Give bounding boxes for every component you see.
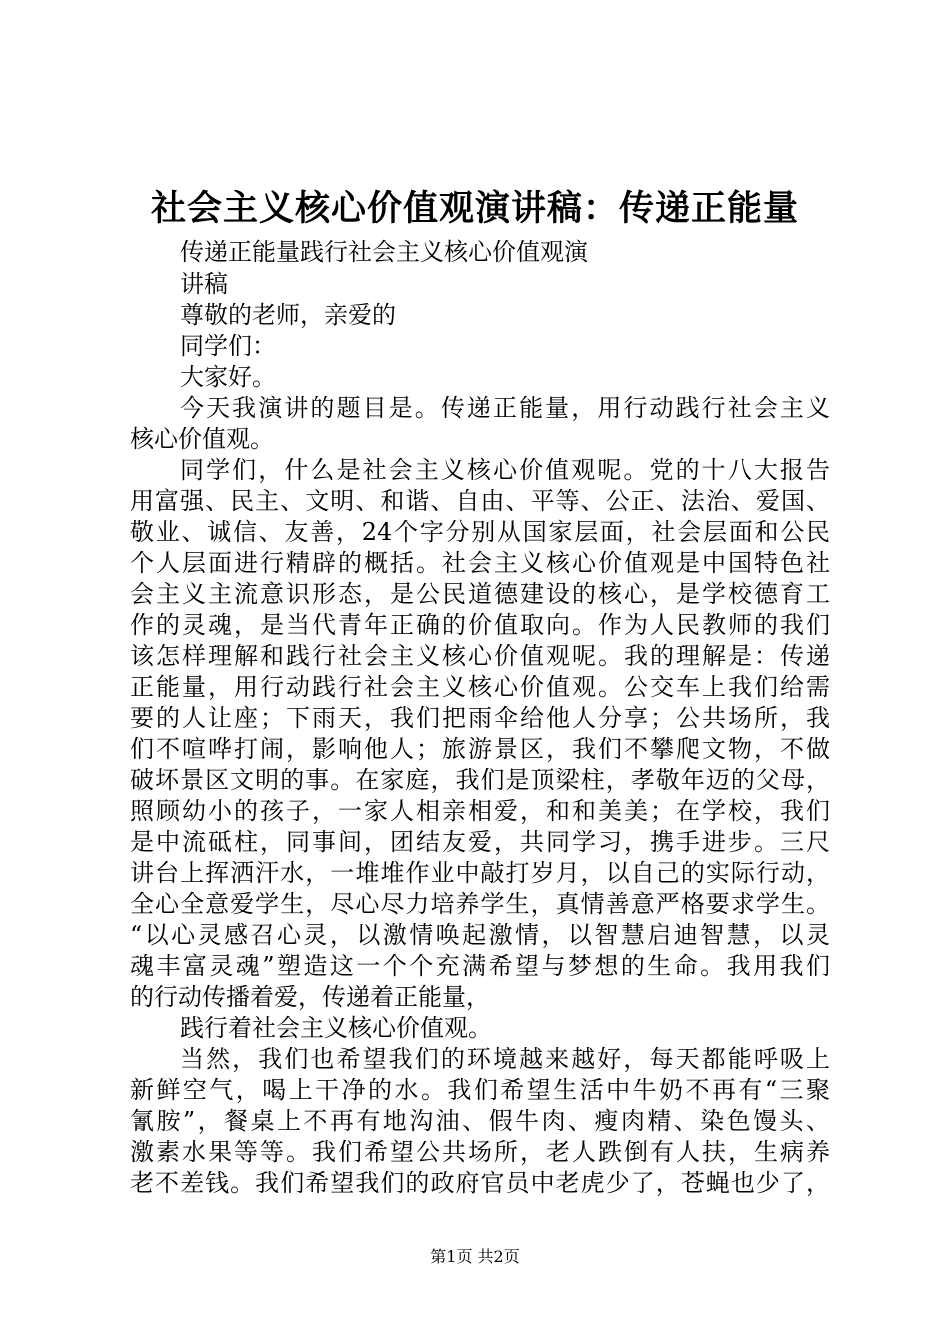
subtitle-line-2: 讲稿 xyxy=(180,270,228,298)
paragraph-line: “以心灵感召心灵，以激情唤起激情，以智慧启迪智慧，以灵 xyxy=(130,921,830,949)
paragraph-line: 作的灵魂，是当代青年正确的价值取向。作为人民教师的我们 xyxy=(130,611,830,639)
paragraph-line: 老不差钱。我们希望我们的政府官员中老虎少了，苍蝇也少了， xyxy=(130,1169,830,1197)
paragraph-line: 个人层面进行精辟的概括。社会主义核心价值观是中国特色社 xyxy=(130,549,830,577)
paragraph-line: 敬业、诚信、友善，24个字分别从国家层面，社会层面和公民 xyxy=(130,518,830,546)
document-title: 社会主义核心价值观演讲稿：传递正能量 xyxy=(150,188,799,229)
paragraph-line: 的行动传播着爱，传递着正能量， xyxy=(130,983,490,1011)
paragraph-line: 该怎样理解和践行社会主义核心价值观呢。我的理解是：传递 xyxy=(130,642,830,670)
paragraph-line: 要的人让座；下雨天，我们把雨伞给他人分享；公共场所，我 xyxy=(130,704,830,732)
paragraph-line: 全心全意爱学生，尽心尽力培养学生，真情善意严格要求学生。 xyxy=(130,890,830,918)
paragraph-line: 魂丰富灵魂”塑造这一个个充满希望与梦想的生命。我用我们 xyxy=(130,952,830,980)
paragraph-line: 用富强、民主、文明、和谐、自由、平等、公正、法治、爱国、 xyxy=(130,487,830,515)
paragraph-line: 激素水果等等。我们希望公共场所，老人跌倒有人扶，生病养 xyxy=(130,1138,830,1166)
greeting-line: 大家好。 xyxy=(180,363,276,391)
paragraph-line: 正能量，用行动践行社会主义核心价值观。公交车上我们给需 xyxy=(130,673,830,701)
page-number-footer: 第1页 共2页 xyxy=(430,1247,520,1266)
paragraph-line: 核心价值观。 xyxy=(130,425,274,453)
paragraph-line: 讲台上挥洒汗水，一堆堆作业中敲打岁月，以自己的实际行动， xyxy=(130,859,830,887)
paragraph-line: 会主义主流意识形态，是公民道德建设的核心，是学校德育工 xyxy=(130,580,830,608)
paragraph-line: 破坏景区文明的事。在家庭，我们是顶梁柱，孝敬年迈的父母， xyxy=(130,766,830,794)
salutation-line-2: 同学们： xyxy=(180,332,276,360)
paragraph-line: 照顾幼小的孩子，一家人相亲相爱，和和美美；在学校，我们 xyxy=(130,797,830,825)
paragraph-line: 同学们，什么是社会主义核心价值观呢。党的十八大报告 xyxy=(180,456,830,484)
subtitle-line-1: 传递正能量践行社会主义核心价值观演 xyxy=(180,238,588,266)
paragraph-line: 们不喧哗打闹，影响他人；旅游景区，我们不攀爬文物，不做 xyxy=(130,735,830,763)
paragraph-line: 践行着社会主义核心价值观。 xyxy=(180,1014,492,1042)
paragraph-line: 是中流砥柱，同事间，团结友爱，共同学习，携手进步。三尺 xyxy=(130,828,830,856)
paragraph-line: 今天我演讲的题目是。传递正能量，用行动践行社会主义 xyxy=(180,394,830,422)
paragraph-line: 氰胺”，餐桌上不再有地沟油、假牛肉、瘦肉精、染色馒头、 xyxy=(130,1107,830,1135)
salutation-line-1: 尊敬的老师，亲爱的 xyxy=(180,301,396,329)
paragraph-line: 当然，我们也希望我们的环境越来越好，每天都能呼吸上 xyxy=(180,1045,830,1073)
paragraph-line: 新鲜空气，喝上干净的水。我们希望生活中牛奶不再有“三聚 xyxy=(130,1076,830,1104)
